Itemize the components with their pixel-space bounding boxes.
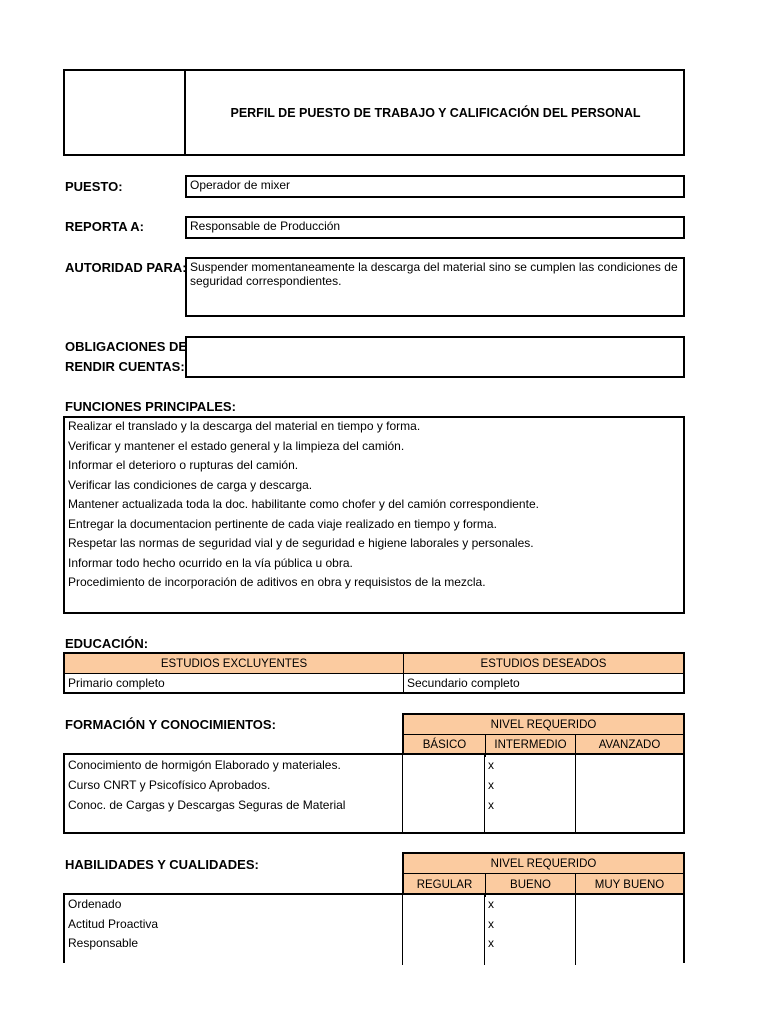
reporta-label: REPORTA A: [65, 219, 144, 234]
funciones-label: FUNCIONES PRINCIPALES: [65, 399, 236, 414]
habilidades-level-header [402, 852, 685, 895]
formacion-level-basico: BÁSICO [404, 735, 485, 755]
habilidad-item: Actitud Proactiva [68, 916, 159, 931]
educacion-col2-header: ESTUDIOS DESEADOS [404, 654, 683, 673]
autoridad-label: AUTORIDAD PARA: [65, 260, 187, 275]
funcion-item: Entregar la documentacion pertinente de cada viaje realizado en tiempo y forma. [68, 516, 497, 531]
formacion-item: Curso CNRT y Psicofísico Aprobados. [68, 778, 271, 792]
habilidad-item: Ordenado [68, 897, 122, 911]
logo-area [65, 71, 186, 154]
reporta-field[interactable]: Responsable de Producción [185, 216, 685, 239]
habilidades-level-muy-bueno: MUY BUENO [576, 874, 683, 895]
funcion-item: Verificar y mantener el estado general y la limpieza del camión. [68, 438, 405, 453]
educacion-table [63, 652, 685, 694]
formacion-level-avanzado: AVANZADO [576, 735, 683, 755]
formacion-item: Conoc. de Cargas y Descargas Seguras de Material [68, 798, 346, 812]
formacion-item: Conocimiento de hormigón Elaborado y materiales. [68, 758, 341, 772]
formacion-table [63, 753, 685, 834]
obligaciones-label-line1: OBLIGACIONES DE [65, 339, 188, 354]
funcion-item: Respetar las normas de seguridad vial y de seguridad e higiene laborales y personales. [68, 536, 534, 550]
funcion-item: Informar el deterioro o rupturas del camión. [68, 458, 299, 472]
formacion-mark-intermedio: x [488, 798, 494, 812]
funciones-box [63, 416, 685, 614]
formacion-mark-intermedio: x [488, 778, 494, 792]
funcion-item: Informar todo hecho ocurrido en la vía pública u obra. [68, 555, 353, 570]
formacion-nivel-header: NIVEL REQUERIDO [404, 715, 683, 734]
formacion-mark-intermedio: x [488, 758, 494, 772]
habilidad-mark-bueno: x [488, 916, 494, 931]
formacion-level-header [402, 713, 685, 755]
habilidades-label: HABILIDADES Y CUALIDADES: [65, 857, 259, 872]
educacion-col1-value: Primario completo [68, 676, 165, 690]
habilidad-item: Responsable [68, 936, 139, 950]
title-box [63, 69, 685, 156]
funcion-item: Mantener actualizada toda la doc. habilitante como chofer y del camión correspondiente. [68, 497, 539, 511]
educacion-col1-header: ESTUDIOS EXCLUYENTES [65, 654, 403, 673]
habilidades-level-regular: REGULAR [404, 874, 485, 895]
autoridad-field[interactable]: Suspender momentaneamente la descarga del material sino se cumplen las condiciones de seguridad correspondientes. [185, 257, 685, 317]
habilidades-level-bueno: BUENO [486, 874, 575, 895]
obligaciones-field[interactable] [185, 336, 685, 378]
puesto-field[interactable]: Operador de mixer [185, 175, 685, 198]
habilidades-table [63, 893, 685, 963]
obligaciones-label-line2: RENDIR CUENTAS: [65, 359, 185, 374]
formacion-label: FORMACIÓN Y CONOCIMIENTOS: [65, 717, 276, 732]
funcion-item: Realizar el translado y la descarga del material en tiempo y forma. [68, 419, 421, 433]
formacion-level-intermedio: INTERMEDIO [486, 735, 575, 755]
habilidad-mark-bueno: x [488, 936, 494, 950]
page-title: PERFIL DE PUESTO DE TRABAJO Y CALIFICACIÓN DEL PERSONAL [230, 105, 641, 120]
funcion-item: Verificar las condiciones de carga y descarga. [68, 477, 313, 492]
educacion-label: EDUCACIÓN: [65, 636, 149, 651]
puesto-label: PUESTO: [65, 179, 123, 194]
habilidades-nivel-header: NIVEL REQUERIDO [404, 854, 683, 873]
educacion-col2-value: Secundario completo [407, 676, 520, 690]
habilidad-mark-bueno: x [488, 897, 494, 911]
funcion-item: Procedimiento de incorporación de aditivos en obra y requisistos de la mezcla. [68, 575, 486, 589]
